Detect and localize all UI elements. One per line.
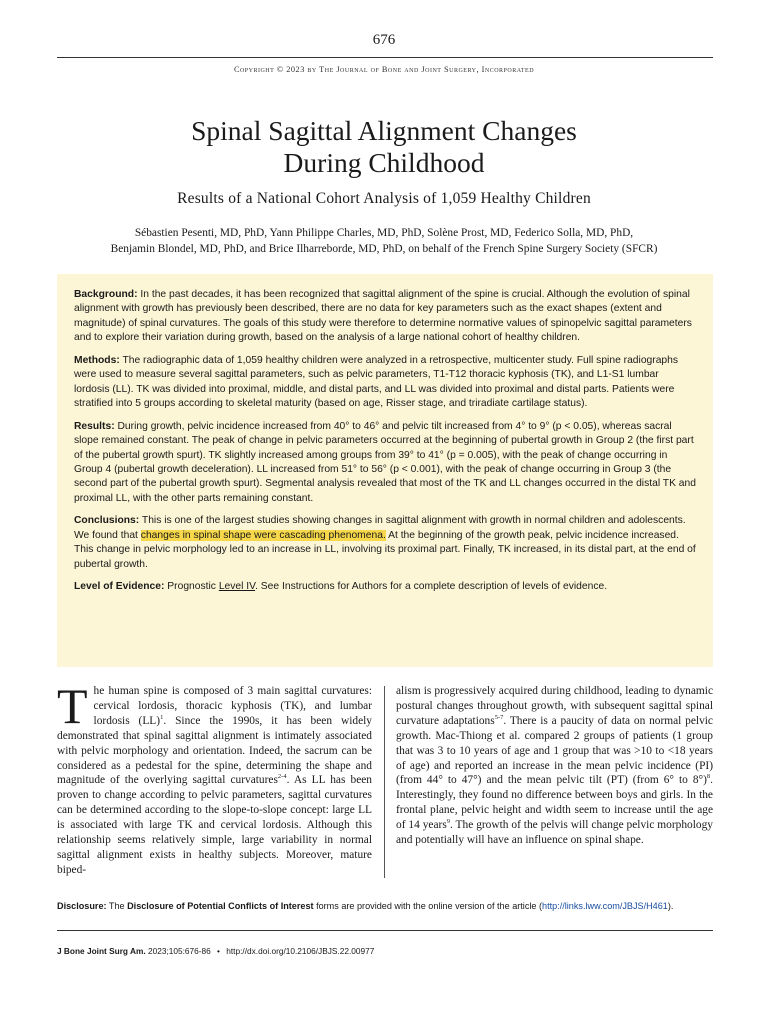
page-footer	[57, 946, 374, 956]
results-text: During growth, pelvic incidence increased from 40° to 46° and pelvic tilt increased from 4° to 9° (p < 0.05), whereas sacral slope remained constant. The peak of change in pelvic parameters occurred at the beginning of pubertal growth in Group 2 (the first part of the pubertal growth spurt). TK slightly increased among groups from 39° to 41° (p = 0.005), with the peak of change occurring in Group 4 (pubertal growth deceleration). LL increased from 51° to 56° (p < 0.001), with the peak of change occurring in Group 3 (the second part of the pubertal growth spurt). Segmental analysis revealed that most of the TK and LL changes occurred in the distal TK and proximal LL, with the other parts remaining constant.	[74, 420, 696, 504]
footer-bullet: •	[217, 946, 220, 956]
article-subtitle: Results of a National Cohort Analysis of 1,059 Healthy Children	[177, 190, 591, 207]
level-iv-link[interactable]: Level IV	[218, 581, 256, 593]
intro-text-3: . As LL has been proven to change according to pelvic parameters, sagittal curvatures can be determined according to the slope-to-slope concept: large LL is associated with large TK and cervical lordosis. Although this relationship seems relatively simple, large variability in normal sagittal alignment exists in healthy subjects. Moreover, mature biped-	[57, 774, 372, 876]
highlighted-text: changes in spinal shape were cascading phenomena.	[140, 529, 386, 541]
citation-5: 9	[446, 818, 450, 826]
citation-1: 1	[160, 714, 164, 722]
conclusions-text-pre: This is one of the largest studies showing changes in sagittal alignment with growth in normal children and adolescents. We found that	[74, 515, 686, 541]
intro-text-5: . There is a paucity of data on normal pelvic growth. Mac-Thiong et al. compared 2 groups of patients (1 group that was 3 to 10 years of age and 1 group that was >10 to <18 years of age) and reported an increase in the mean pelvic incidence (PI) (from 44° to 47°) and the mean pelvic tilt (PT) (from 6° to 8°)	[396, 714, 713, 787]
abstract-level-of-evidence	[74, 580, 696, 594]
intro-text-4: alism is progressively acquired during childhood, leading to dynamic postural changes throughout growth, with subsequent sagittal spinal curvature adaptations	[396, 685, 713, 727]
copyright-line: Copyright © 2023 by The Journal of Bone and Joint Surgery, Incorporated	[233, 65, 535, 74]
title-line-1: Spinal Sagittal Alignment Changes	[191, 115, 577, 146]
authors-line-1: Sébastien Pesenti, MD, PhD, Yann Philippe Charles, MD, PhD, Solène Prost, MD, Federico Solla, MD, PhD,	[134, 227, 634, 239]
page-number: 676	[372, 32, 396, 48]
body-column-left	[57, 678, 372, 878]
methods-text: The radiographic data of 1,059 healthy children were analyzed in a retrospective, multicenter study. Full spine radiographs were used to measure several sagittal parameters, such as pelvic parameters, T1-T12 thoracic kyphosis (TK), and L1-S1 lumbar lordosis (LL). TK was divided into proximal, middle, and distal parts, and LL was divided into proximal and distal parts. Patients were stratified into 5 groups according to skeletal maturity (based on age, Risser stage, and triradiate cartilage status).	[74, 354, 679, 410]
loe-label: Level of Evidence:	[74, 581, 165, 593]
bottom-rule	[57, 930, 713, 931]
abstract-methods	[74, 354, 696, 412]
disclosure-end: ).	[667, 901, 674, 911]
disclosure-bold: Disclosure of Potential Conflicts of Interest	[127, 901, 314, 911]
intro-text-1: he human spine is composed of 3 main sagittal curvatures: cervical lordosis, thoracic kyphosis (TK), and lumbar lordosis (LL)	[93, 685, 372, 727]
authors-line-2: Benjamin Blondel, MD, PhD, and Brice Ilharreborde, MD, PhD, on behalf of the French Spine Surgery Society (SFCR)	[110, 243, 658, 255]
intro-text-7: . The growth of the pelvis will change pelvic morphology and potentially will have an influence on spinal shape.	[396, 819, 713, 847]
methods-label: Methods:	[74, 354, 120, 366]
conclusions-text-post: At the beginning of the growth peak, pelvic incidence increased. This change in pelvic morphology led to an increase in LL, involving its proximal part. Finally, TK increased, in its distal part, at the end of pubertal growth.	[74, 529, 696, 570]
intro-text-2: . Since the 1990s, it has been widely demonstrated that spinal sagittal alignment is intimately associated with pelvic morphology and orientation. Indeed, the sacrum can be considered as a pedestal for the spine, determining the shape and magnitude of the overlying sagittal curvatures	[57, 714, 372, 787]
loe-text-pre: Prognostic	[167, 581, 219, 593]
results-label: Results:	[74, 420, 115, 432]
background-label: Background:	[74, 289, 138, 300]
author-list	[0, 225, 768, 257]
disclosure-link[interactable]: http://links.lww.com/JBJS/H461	[542, 901, 668, 911]
citation-info: 2023;105:676-86	[147, 946, 211, 956]
citation-4: 8	[706, 773, 711, 781]
drop-cap: T	[57, 678, 88, 734]
doi-link[interactable]: http://dx.doi.org/10.2106/JBJS.22.00977	[226, 946, 375, 956]
top-rule	[57, 57, 713, 58]
abstract-results	[74, 420, 696, 507]
background-text: In the past decades, it has been recognized that sagittal alignment of the spine is crucial. Although the evolution of spinal alignment with growth has previously been described, there are no data for key parameters such as the exact shapes (extent and magnitude) of spinal curvatures. The goals of this study were therefore to determine normative values of spinopelvic sagittal parameters and to explore their variation during growth, based on the analysis of a large national cohort of healthy children.	[74, 289, 692, 344]
abstract-conclusions	[74, 514, 696, 572]
citation-3: 5-7	[494, 714, 504, 722]
journal-name: J Bone Joint Surg Am.	[57, 946, 146, 956]
title-line-2: During Childhood	[283, 147, 485, 178]
conclusions-label: Conclusions:	[74, 515, 140, 527]
citation-2: 2-4	[277, 773, 287, 781]
disclosure-pre: The	[106, 901, 128, 911]
abstract-box	[57, 274, 713, 667]
disclosure-post: forms are provided with the online version of the article (	[313, 901, 543, 911]
loe-text-post: . See Instructions for Authors for a complete description of levels of evidence.	[255, 581, 608, 593]
disclosure-note	[57, 900, 717, 912]
intro-text-6: . Interestingly, they found no difference between boys and girls. In the frontal plane, pelvic height and width seem to increase until the age of 14 years	[396, 774, 713, 832]
disclosure-label: Disclosure:	[57, 901, 107, 911]
body-column-right	[396, 684, 713, 848]
column-divider	[384, 686, 385, 878]
article-title	[0, 115, 768, 179]
abstract-background	[74, 288, 696, 346]
